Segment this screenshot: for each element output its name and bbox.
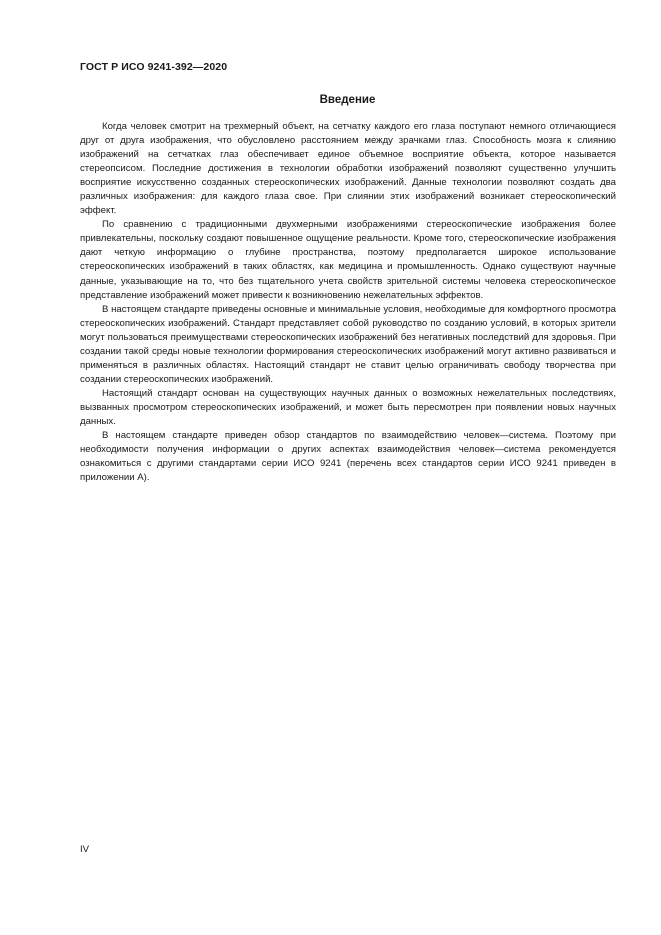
standard-code-header: ГОСТ Р ИСО 9241-392—2020 [80, 61, 228, 73]
paragraph-2: По сравнению с традиционными двухмерными изображениями стереоскопические изображения более привлекательны, поскольку создают повышенное ощущение реальности. Кроме того, стереоскопические изображения дают четкую информацию о глубине пространства, поэтому предполагается широкое использование стереоскопических изображений в таких областях, как медицина и промышленность. Однако существуют научные данные, указывающие на то, что без тщательного учета свойств зрительной системы человека стереоскопическое представление изображений может привести к возникновению нежелательных эффектов. [80, 219, 616, 301]
paragraph-3: В настоящем стандарте приведены основные и минимальные условия, необходимые для комфортного просмотра стереоскопических изображений. Стандарт представляет собой руководство по созданию условий, в которых зрители могут пользоваться преимуществами стереоскопических изображений без негативных последствий для здоровья. При создании такой среды новые технологии формирования стереоскопических изображений могут активно развиваться и применяться в различных областях. Настоящий стандарт не ставит целью ограничивать свободу творчества при создании стереоскопических изображений. [80, 303, 616, 385]
paragraph-1: Когда человек смотрит на трехмерный объект, на сетчатку каждого его глаза поступают немного отличающиеся друг от друга изображения, что обусловлено расстоянием между зрачками глаз. Способность мозга к слиянию изображений на сетчатках глаз обеспечивает единое объемное восприятие объекта, которое называется стереопсисом. Последние достижения в технологии обработки изображений позволяют существенно улучшить восприятие искусственно созданных стереоскопических изображений. Данные технологии позволяют создать два различных изображения: для каждого глаза свое. При слиянии этих изображений возникает стереоскопический эффект. [80, 121, 616, 217]
section-title: Введение [319, 94, 376, 106]
page-number: IV [80, 844, 90, 855]
paragraph-5: В настоящем стандарте приведен обзор стандартов по взаимодействию человек—система. Поэтому при необходимости получения информации о других аспектах взаимодействия человек—система рекомендуется ознакомиться с другими стандартами серии ИСО 9241 (перечень всех стандартов серии ИСО 9241 приведен в приложении А). [80, 430, 616, 484]
body-text [80, 120, 616, 485]
paragraph-4: Настоящий стандарт основан на существующих научных данных о возможных нежелательных последствиях, вызванных просмотром стереоскопических изображений, и может быть пересмотрен при появлении новых научных данных. [80, 387, 616, 427]
